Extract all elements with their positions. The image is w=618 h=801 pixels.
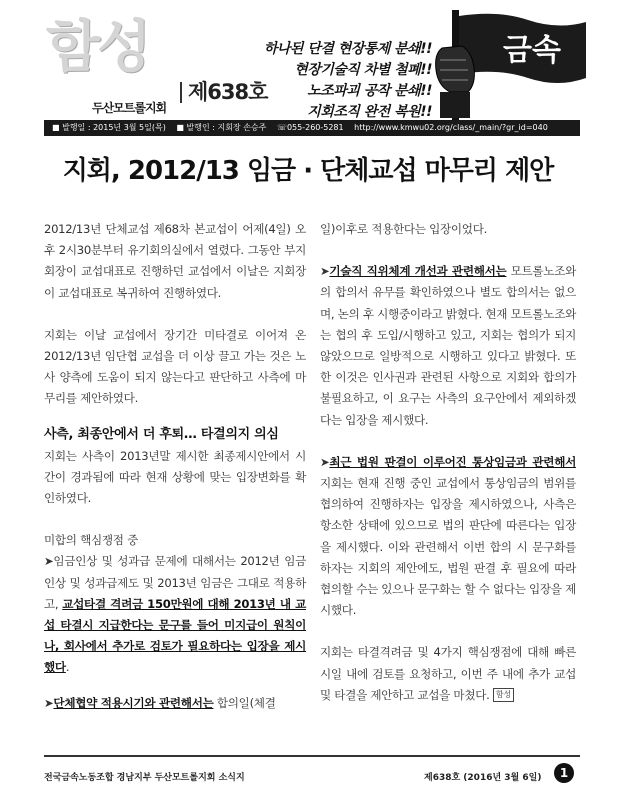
paragraph-proposal: 지회는 이날 교섭에서 장기간 미타결로 이어져 온 2012/13년 임단협 교섭을 더 이상 끌고 가는 것은 노사 양측에 도움이 되지 않는다고 판단하고 사측에 마무리를 제안하였다. (44, 327, 306, 406)
paragraph-position-change: 지회는 사측이 2013년말 제시한 최종제시안에서 시간이 경과됨에 따라 현재 상황에 맞는 입장변화를 확인하였다. (44, 448, 306, 506)
slogan-1: 하나된 단결 현장통제 분쇄!! (263, 41, 432, 57)
right-column (320, 219, 576, 706)
paragraph-wage-issue: ➤임금인상 및 성과급 문제에 대해서는 2012년 임금인상 및 성과급제도 및 2013년 임금은 그대로 적용하고, 교섭타결 격려금 150만원에 대해 2013년 내 교섭 타결시 지급한다는 문구를 들어 미지급이 원칙이나, 회사에서 추가로 검토가 필요하다는 입장을 제시했다. (44, 554, 306, 675)
section-subheading: 사측, 최종안에서 더 후퇴… 타결의지 의심 (44, 426, 279, 442)
paragraph-conclusion: 지회는 타결격려금 및 4가지 핵심쟁점에 대해 빠른 시일 내에 검토를 요청하고, 이번 주 내에 추가 교섭 및 타결을 제안하고 교섭을 마쳤다. 함성 (320, 645, 576, 702)
end-mark: 함성 (493, 688, 514, 702)
arrow-bullet-icon: ➤ (44, 695, 54, 710)
footer-issue: 제638호 (2016년 3월 6일) (424, 773, 542, 783)
union-fist-emblem-icon (428, 8, 588, 120)
arrow-bullet-icon: ➤ (320, 454, 330, 469)
publisher: ■ 발행인 : 지회장 손승주 (176, 123, 267, 132)
publish-date: ■ 발행일 : 2015년 3월 5일(목) (52, 123, 166, 132)
paragraph-job-grade: ➤기술직 직위체계 개선과 관련해서는 모트롤노조와의 합의서 유무를 확인하였으나 별도 합의서는 없으며, 논의 후 시행중이라고 밝혔다. 현재 모트롤노조와는 협의 후 도입/시행하고 있고, 지회는 협의가 되지 않았으므로 일방적으로 시행하고 있다고 밝혔다. 또한 이것은 인사권과 관련된 사항으로 지회와 합의가 불필요하고, 이 요구는 사측의 요구안에서 제외하겠다는 입장을 제시했다. (320, 264, 576, 427)
website-link[interactable]: http://www.kmwu02.org/class/_main/?gr_id=040 (354, 123, 548, 132)
publication-info-bar (44, 120, 580, 136)
arrow-bullet-icon: ➤ (320, 264, 330, 279)
slogan-4: 지회조직 완전 복원!! (307, 104, 432, 120)
paragraph-core-issues: 미합의 핵심쟁점 중 (44, 533, 138, 548)
branch-name: 두산모트롤지회 (92, 101, 167, 115)
emblem-label: 금속 (503, 33, 561, 68)
arrow-bullet-icon: ➤ (44, 554, 54, 569)
paragraph-ordinary-wage: ➤최근 법원 판결이 이루어진 통상임금과 관련해서 지회는 현재 진행 중인 교섭에서 통상임금의 범위를 협의하여 진행하자는 입장을 제시하였으나, 사측은 항소한 상태에 있으므로 법의 판단에 따른다는 입장을 제시했다. 이와 관련해서 이번 합의 시 문구화를 하자는 지회의 제안에도, 법원 판결 후 필요에 따라 협의할 수는 있으나 문구화는 할 수 없다는 입장을 제시했다. (320, 454, 576, 618)
paragraph-application-period: ➤단체협약 적용시기와 관련해서는 합의일(체결 (44, 695, 276, 710)
paragraph-intro: 2012/13년 단체교섭 제68차 본교섭이 어제(4일) 오후 2시30분부터 유기회의실에서 열렸다. 그동안 부지회장이 교섭대표로 진행하던 교섭에서 이날은 지회장이 교섭대표로 복귀하여 진행하였다. (44, 222, 306, 300)
issue-number: 제638호 (180, 82, 267, 103)
page-number: 1 (554, 763, 574, 783)
phone-number: ☏055-260-5281 (276, 123, 344, 132)
headline: 지회, 2012/13 임금 · 단체교섭 마무리 제안 (62, 156, 554, 186)
slogan-2: 현장기술직 차별 철폐!! (294, 62, 432, 78)
paragraph-application-period-cont: 일)이후로 적용한다는 입장이었다. (320, 222, 487, 236)
footer-divider (44, 755, 580, 757)
left-column (44, 219, 306, 714)
slogan-3: 노조파괴 공작 분쇄!! (307, 83, 432, 99)
footer-publisher: 전국금속노동조합 경남지부 두산모트롤지회 소식지 (44, 773, 245, 783)
newsletter-logo: 함성 (46, 15, 149, 80)
